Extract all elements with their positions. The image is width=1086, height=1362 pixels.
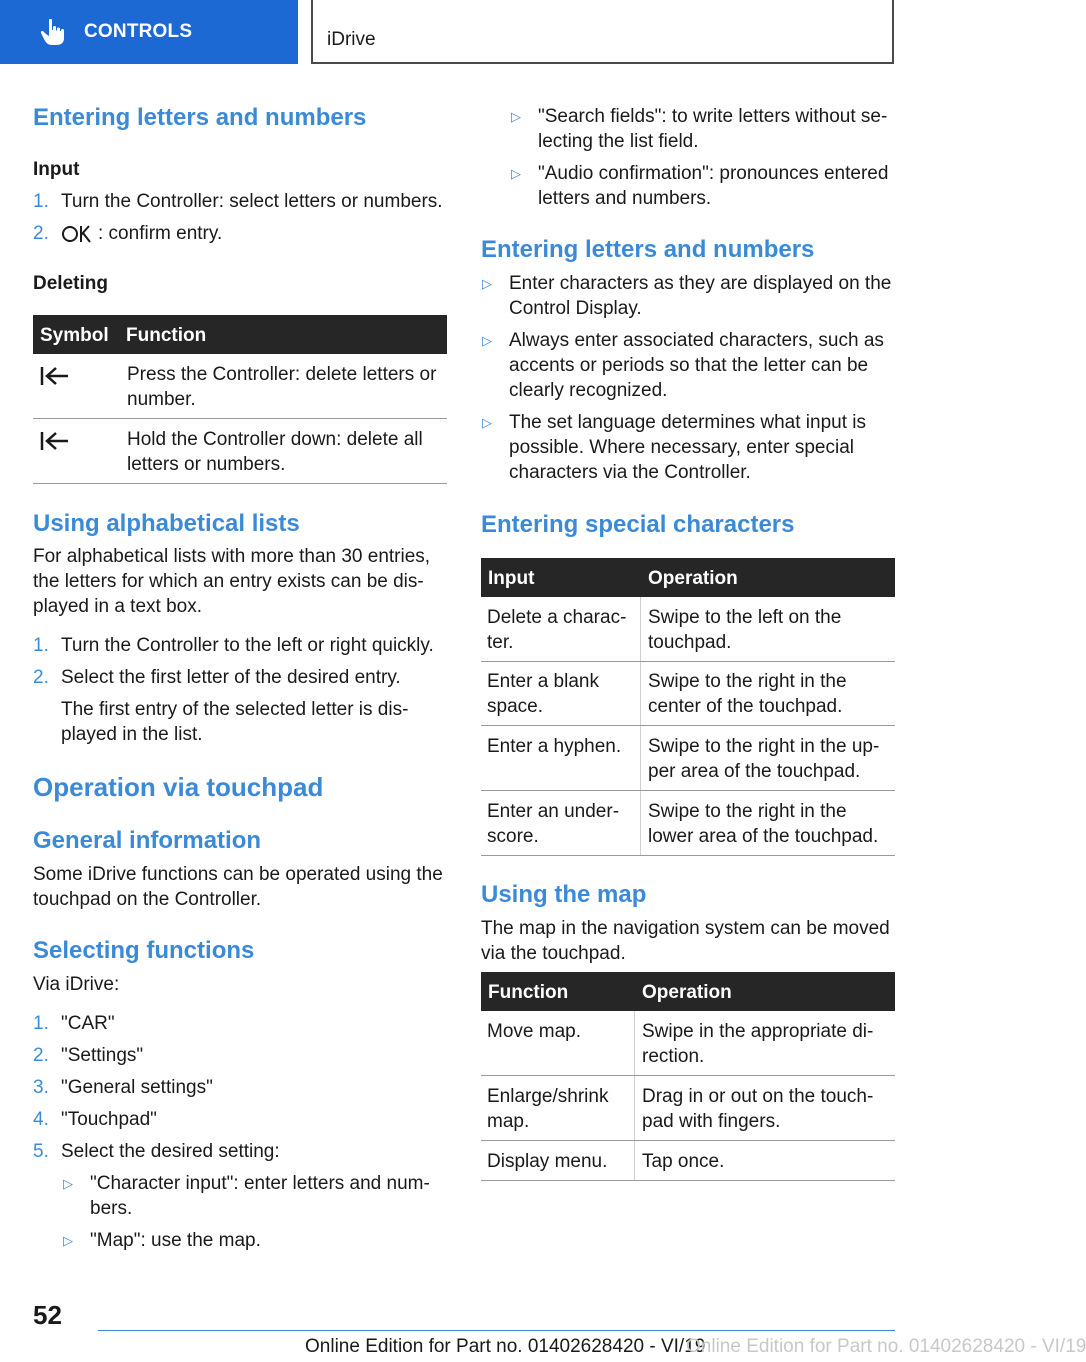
section-label: CONTROLS bbox=[84, 21, 193, 42]
paragraph-line: Some iDrive functions can be operated using the bbox=[33, 864, 443, 885]
column-header-function: Function bbox=[488, 982, 569, 1003]
bullet-triangle-icon: ▷ bbox=[511, 166, 521, 181]
table-cell: Enter a hyphen. bbox=[487, 736, 622, 757]
bullet-text: "Character input": enter letters and num- bbox=[90, 1173, 430, 1194]
table-cell: Enter a blank bbox=[487, 671, 599, 692]
bullet-text: accents or periods so that the letter can be bbox=[509, 355, 869, 376]
table-cell: pad with fingers. bbox=[642, 1111, 781, 1132]
table-cell: space. bbox=[487, 696, 543, 717]
step-number: 4. bbox=[33, 1109, 49, 1130]
bullet-triangle-icon: ▷ bbox=[482, 276, 492, 291]
bullet-triangle-icon: ▷ bbox=[63, 1176, 73, 1191]
table-header bbox=[33, 315, 447, 354]
table-header bbox=[481, 972, 895, 1011]
heading-using-map: Using the map bbox=[481, 881, 647, 908]
table-cell: Hold the Controller down: delete all bbox=[127, 429, 423, 450]
table-cell: number. bbox=[127, 389, 196, 410]
bullet-text: "Search fields": to write letters without se- bbox=[538, 106, 888, 127]
bullet-text: "Map": use the map. bbox=[90, 1230, 261, 1251]
table-cell: Swipe to the right in the up- bbox=[648, 736, 880, 757]
bullet-triangle-icon: ▷ bbox=[482, 415, 492, 430]
table-cell: touchpad. bbox=[648, 632, 732, 653]
bullet-text: bers. bbox=[90, 1198, 133, 1219]
bullet-text: possible. Where necessary, enter special bbox=[509, 437, 854, 458]
section-tab[interactable] bbox=[0, 0, 298, 64]
step-number: 3. bbox=[33, 1077, 49, 1098]
paragraph-line: The map in the navigation system can be moved bbox=[481, 918, 890, 939]
table-cell: Enlarge/shrink bbox=[487, 1086, 609, 1107]
step-number: 2. bbox=[33, 223, 49, 244]
chapter-header bbox=[311, 0, 894, 64]
footer-rule bbox=[98, 1330, 895, 1331]
step-number: 2. bbox=[33, 1045, 49, 1066]
paragraph-line: via the touchpad. bbox=[481, 943, 626, 964]
table-cell: Swipe to the right in the bbox=[648, 801, 847, 822]
table-row-divider bbox=[481, 725, 895, 726]
table-row-divider bbox=[481, 790, 895, 791]
table-cell: lower area of the touchpad. bbox=[648, 826, 879, 847]
table-row-divider bbox=[33, 418, 447, 419]
paragraph-line: played in a text box. bbox=[33, 596, 202, 617]
heading-selecting-functions: Selecting functions bbox=[33, 937, 255, 964]
step-text: "General settings" bbox=[61, 1077, 213, 1098]
table-cell: score. bbox=[487, 826, 539, 847]
step-text: Turn the Controller to the left or right quickly. bbox=[61, 635, 434, 656]
hand-pointer-icon bbox=[40, 18, 66, 46]
table-cell: Drag in or out on the touch- bbox=[642, 1086, 874, 1107]
step-text: Turn the Controller: select letters or numbers. bbox=[61, 191, 443, 212]
heading-alphabetical-lists: Using alphabetical lists bbox=[33, 510, 300, 537]
step-number: 1. bbox=[33, 1013, 49, 1034]
bullet-triangle-icon: ▷ bbox=[63, 1233, 73, 1248]
table-cell: center of the touchpad. bbox=[648, 696, 843, 717]
table-row-divider bbox=[481, 1075, 895, 1076]
table-cell: ter. bbox=[487, 632, 514, 653]
table-cell: letters or numbers. bbox=[127, 454, 286, 475]
paragraph-line: For alphabetical lists with more than 30 entries, bbox=[33, 546, 431, 567]
table-cell: Swipe to the left on the bbox=[648, 607, 842, 628]
table-header bbox=[481, 558, 895, 597]
table-cell: rection. bbox=[642, 1046, 705, 1067]
footer-edition: Online Edition for Part no. 01402628420 - VI/19 bbox=[305, 1336, 706, 1357]
table-cell: Enter an under- bbox=[487, 801, 620, 822]
table-cell: per area of the touchpad. bbox=[648, 761, 861, 782]
column-header-input: Input bbox=[488, 568, 535, 589]
step-text: "CAR" bbox=[61, 1013, 115, 1034]
table-cell: Swipe in the appropriate di- bbox=[642, 1021, 874, 1042]
column-header-function: Function bbox=[126, 325, 207, 346]
bullet-text: Control Display. bbox=[509, 298, 642, 319]
input-title: Input bbox=[33, 159, 80, 180]
table-cell: Delete a charac- bbox=[487, 607, 627, 628]
step-number: 1. bbox=[33, 191, 49, 212]
step-note: played in the list. bbox=[61, 724, 203, 745]
table-cell: Press the Controller: delete letters or bbox=[127, 364, 437, 385]
table-row-divider bbox=[481, 1180, 895, 1181]
step-number: 5. bbox=[33, 1141, 49, 1162]
table-cell: Display menu. bbox=[487, 1151, 608, 1172]
table-cell: map. bbox=[487, 1111, 530, 1132]
bullet-triangle-icon: ▷ bbox=[511, 109, 521, 124]
heading-touchpad: Operation via touchpad bbox=[33, 772, 324, 802]
delete-back-icon bbox=[40, 430, 70, 452]
table-row-divider bbox=[481, 1140, 895, 1141]
table-cell: Swipe to the right in the bbox=[648, 671, 847, 692]
delete-back-icon bbox=[40, 365, 70, 387]
step-text: "Settings" bbox=[61, 1045, 144, 1066]
chapter-label: iDrive bbox=[327, 29, 376, 50]
column-header-symbol: Symbol bbox=[40, 325, 109, 346]
page-number: 52 bbox=[33, 1300, 62, 1330]
deleting-title: Deleting bbox=[33, 273, 108, 294]
table-cell: Tap once. bbox=[642, 1151, 725, 1172]
bullet-text: characters via the Controller. bbox=[509, 462, 751, 483]
ok-button-icon bbox=[62, 223, 92, 245]
paragraph-line: touchpad on the Controller. bbox=[33, 889, 262, 910]
step-note: The first entry of the selected letter is dis- bbox=[61, 699, 409, 720]
bullet-text: Enter characters as they are displayed on the bbox=[509, 273, 892, 294]
step-text: : confirm entry. bbox=[98, 223, 223, 244]
watermark: Online Edition for Part no. 01402628420 - VI/19 bbox=[686, 1336, 1086, 1357]
step-number: 1. bbox=[33, 635, 49, 656]
table-column-divider bbox=[640, 597, 641, 855]
step-text: "Touchpad" bbox=[61, 1109, 157, 1130]
table-column-divider bbox=[634, 1011, 635, 1180]
table-row-divider bbox=[481, 661, 895, 662]
heading-entering-letters: Entering letters and numbers bbox=[33, 104, 367, 131]
column-header-operation: Operation bbox=[642, 982, 732, 1003]
bullet-text: The set language determines what input is bbox=[509, 412, 866, 433]
column-header-operation: Operation bbox=[648, 568, 738, 589]
table-row-divider bbox=[33, 483, 447, 484]
bullet-text: lecting the list field. bbox=[538, 131, 699, 152]
bullet-text: "Audio confirmation": pronounces entered bbox=[538, 163, 889, 184]
step-number: 2. bbox=[33, 667, 49, 688]
via-label: Via iDrive: bbox=[33, 974, 120, 995]
step-text: Select the first letter of the desired entry. bbox=[61, 667, 401, 688]
heading-general-info: General information bbox=[33, 827, 262, 854]
bullet-triangle-icon: ▷ bbox=[482, 333, 492, 348]
table-row-divider bbox=[481, 855, 895, 856]
bullet-text: letters and numbers. bbox=[538, 188, 712, 209]
paragraph-line: the letters for which an entry exists can be dis- bbox=[33, 571, 424, 592]
bullet-text: Always enter associated characters, such as bbox=[509, 330, 884, 351]
bullet-text: clearly recognized. bbox=[509, 380, 668, 401]
heading-special-characters: Entering special characters bbox=[481, 511, 795, 538]
table-cell: Move map. bbox=[487, 1021, 581, 1042]
heading-entering-letters-2: Entering letters and numbers bbox=[481, 236, 815, 263]
step-text: Select the desired setting: bbox=[61, 1141, 280, 1162]
